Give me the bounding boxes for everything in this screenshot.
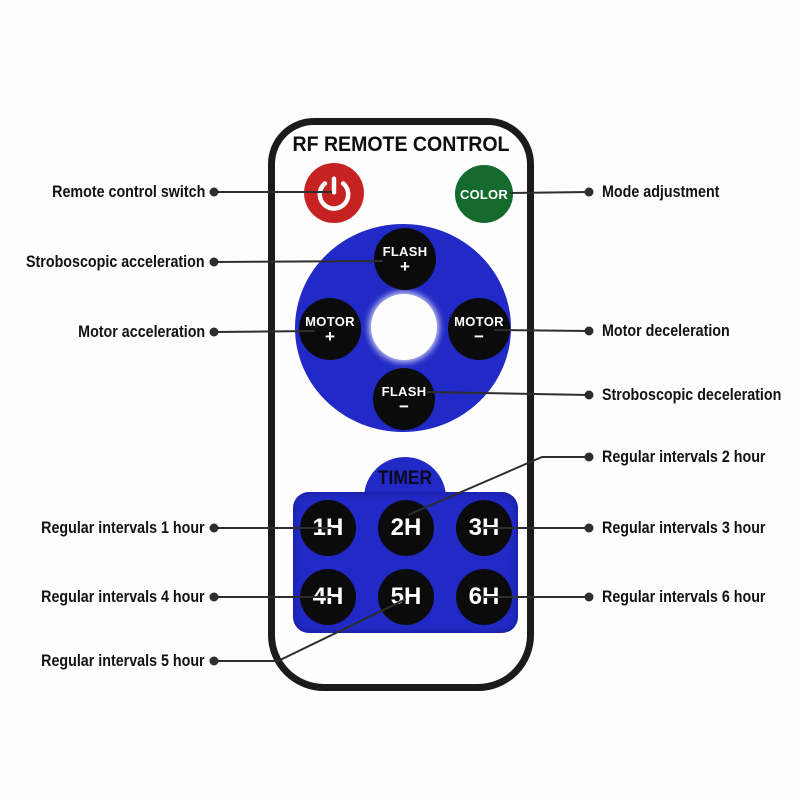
motor-minus-label: MOTOR bbox=[454, 313, 504, 329]
timer-5h-button[interactable]: 5H bbox=[378, 569, 434, 625]
motor-plus-button[interactable] bbox=[299, 298, 361, 360]
motor-minus-button[interactable] bbox=[448, 298, 510, 360]
timer-3h-button[interactable]: 3H bbox=[456, 500, 512, 556]
annotation-regular-intervals-2-hour: Regular intervals 2 hour bbox=[602, 447, 766, 466]
annotation-motor-acceleration: Motor acceleration bbox=[78, 322, 205, 341]
power-button[interactable] bbox=[304, 163, 364, 223]
remote-title: RF REMOTE CONTROL bbox=[292, 133, 510, 156]
motor-minus-sign: − bbox=[474, 326, 484, 346]
flash-plus-button[interactable] bbox=[374, 228, 436, 290]
flash-minus-sign: − bbox=[399, 396, 409, 416]
annotation-mode-adjustment: Mode adjustment bbox=[602, 182, 720, 201]
annotation-regular-intervals-6-hour: Regular intervals 6 hour bbox=[602, 587, 766, 606]
annotation-motor-deceleration: Motor deceleration bbox=[602, 321, 730, 340]
power-icon bbox=[311, 170, 357, 216]
timer-2h-button[interactable]: 2H bbox=[378, 500, 434, 556]
annotation-remote-control-switch: Remote control switch bbox=[51, 182, 205, 201]
remote-control-body bbox=[268, 118, 534, 691]
annotation-regular-intervals-1-hour: Regular intervals 1 hour bbox=[41, 518, 205, 537]
timer-1h-button[interactable]: 1H bbox=[300, 500, 356, 556]
flash-plus-sign: + bbox=[400, 256, 410, 276]
motor-plus-label: MOTOR bbox=[305, 313, 355, 329]
flash-minus-button[interactable] bbox=[373, 368, 435, 430]
timer-panel bbox=[293, 492, 518, 633]
pad-center-hole bbox=[371, 294, 437, 360]
flash-plus-label: FLASH bbox=[382, 243, 428, 259]
flash-minus-label: FLASH bbox=[381, 383, 427, 399]
motor-plus-sign: + bbox=[325, 326, 335, 346]
annotation-regular-intervals-4-hour: Regular intervals 4 hour bbox=[41, 587, 205, 606]
annotation-regular-intervals-3-hour: Regular intervals 3 hour bbox=[602, 518, 766, 537]
timer-6h-button[interactable]: 6H bbox=[456, 569, 512, 625]
timer-label: TIMER bbox=[377, 468, 433, 489]
annotation-regular-intervals-5-hour: Regular intervals 5 hour bbox=[41, 651, 205, 670]
annotation-stroboscopic-acceleration: Stroboscopic acceleration bbox=[26, 252, 205, 271]
color-mode-button[interactable] bbox=[455, 165, 513, 223]
navigation-pad bbox=[295, 224, 511, 432]
timer-4h-button[interactable]: 4H bbox=[300, 569, 356, 625]
annotation-stroboscopic-deceleration: Stroboscopic deceleration bbox=[602, 385, 782, 404]
color-button-label: COLOR bbox=[460, 186, 508, 202]
